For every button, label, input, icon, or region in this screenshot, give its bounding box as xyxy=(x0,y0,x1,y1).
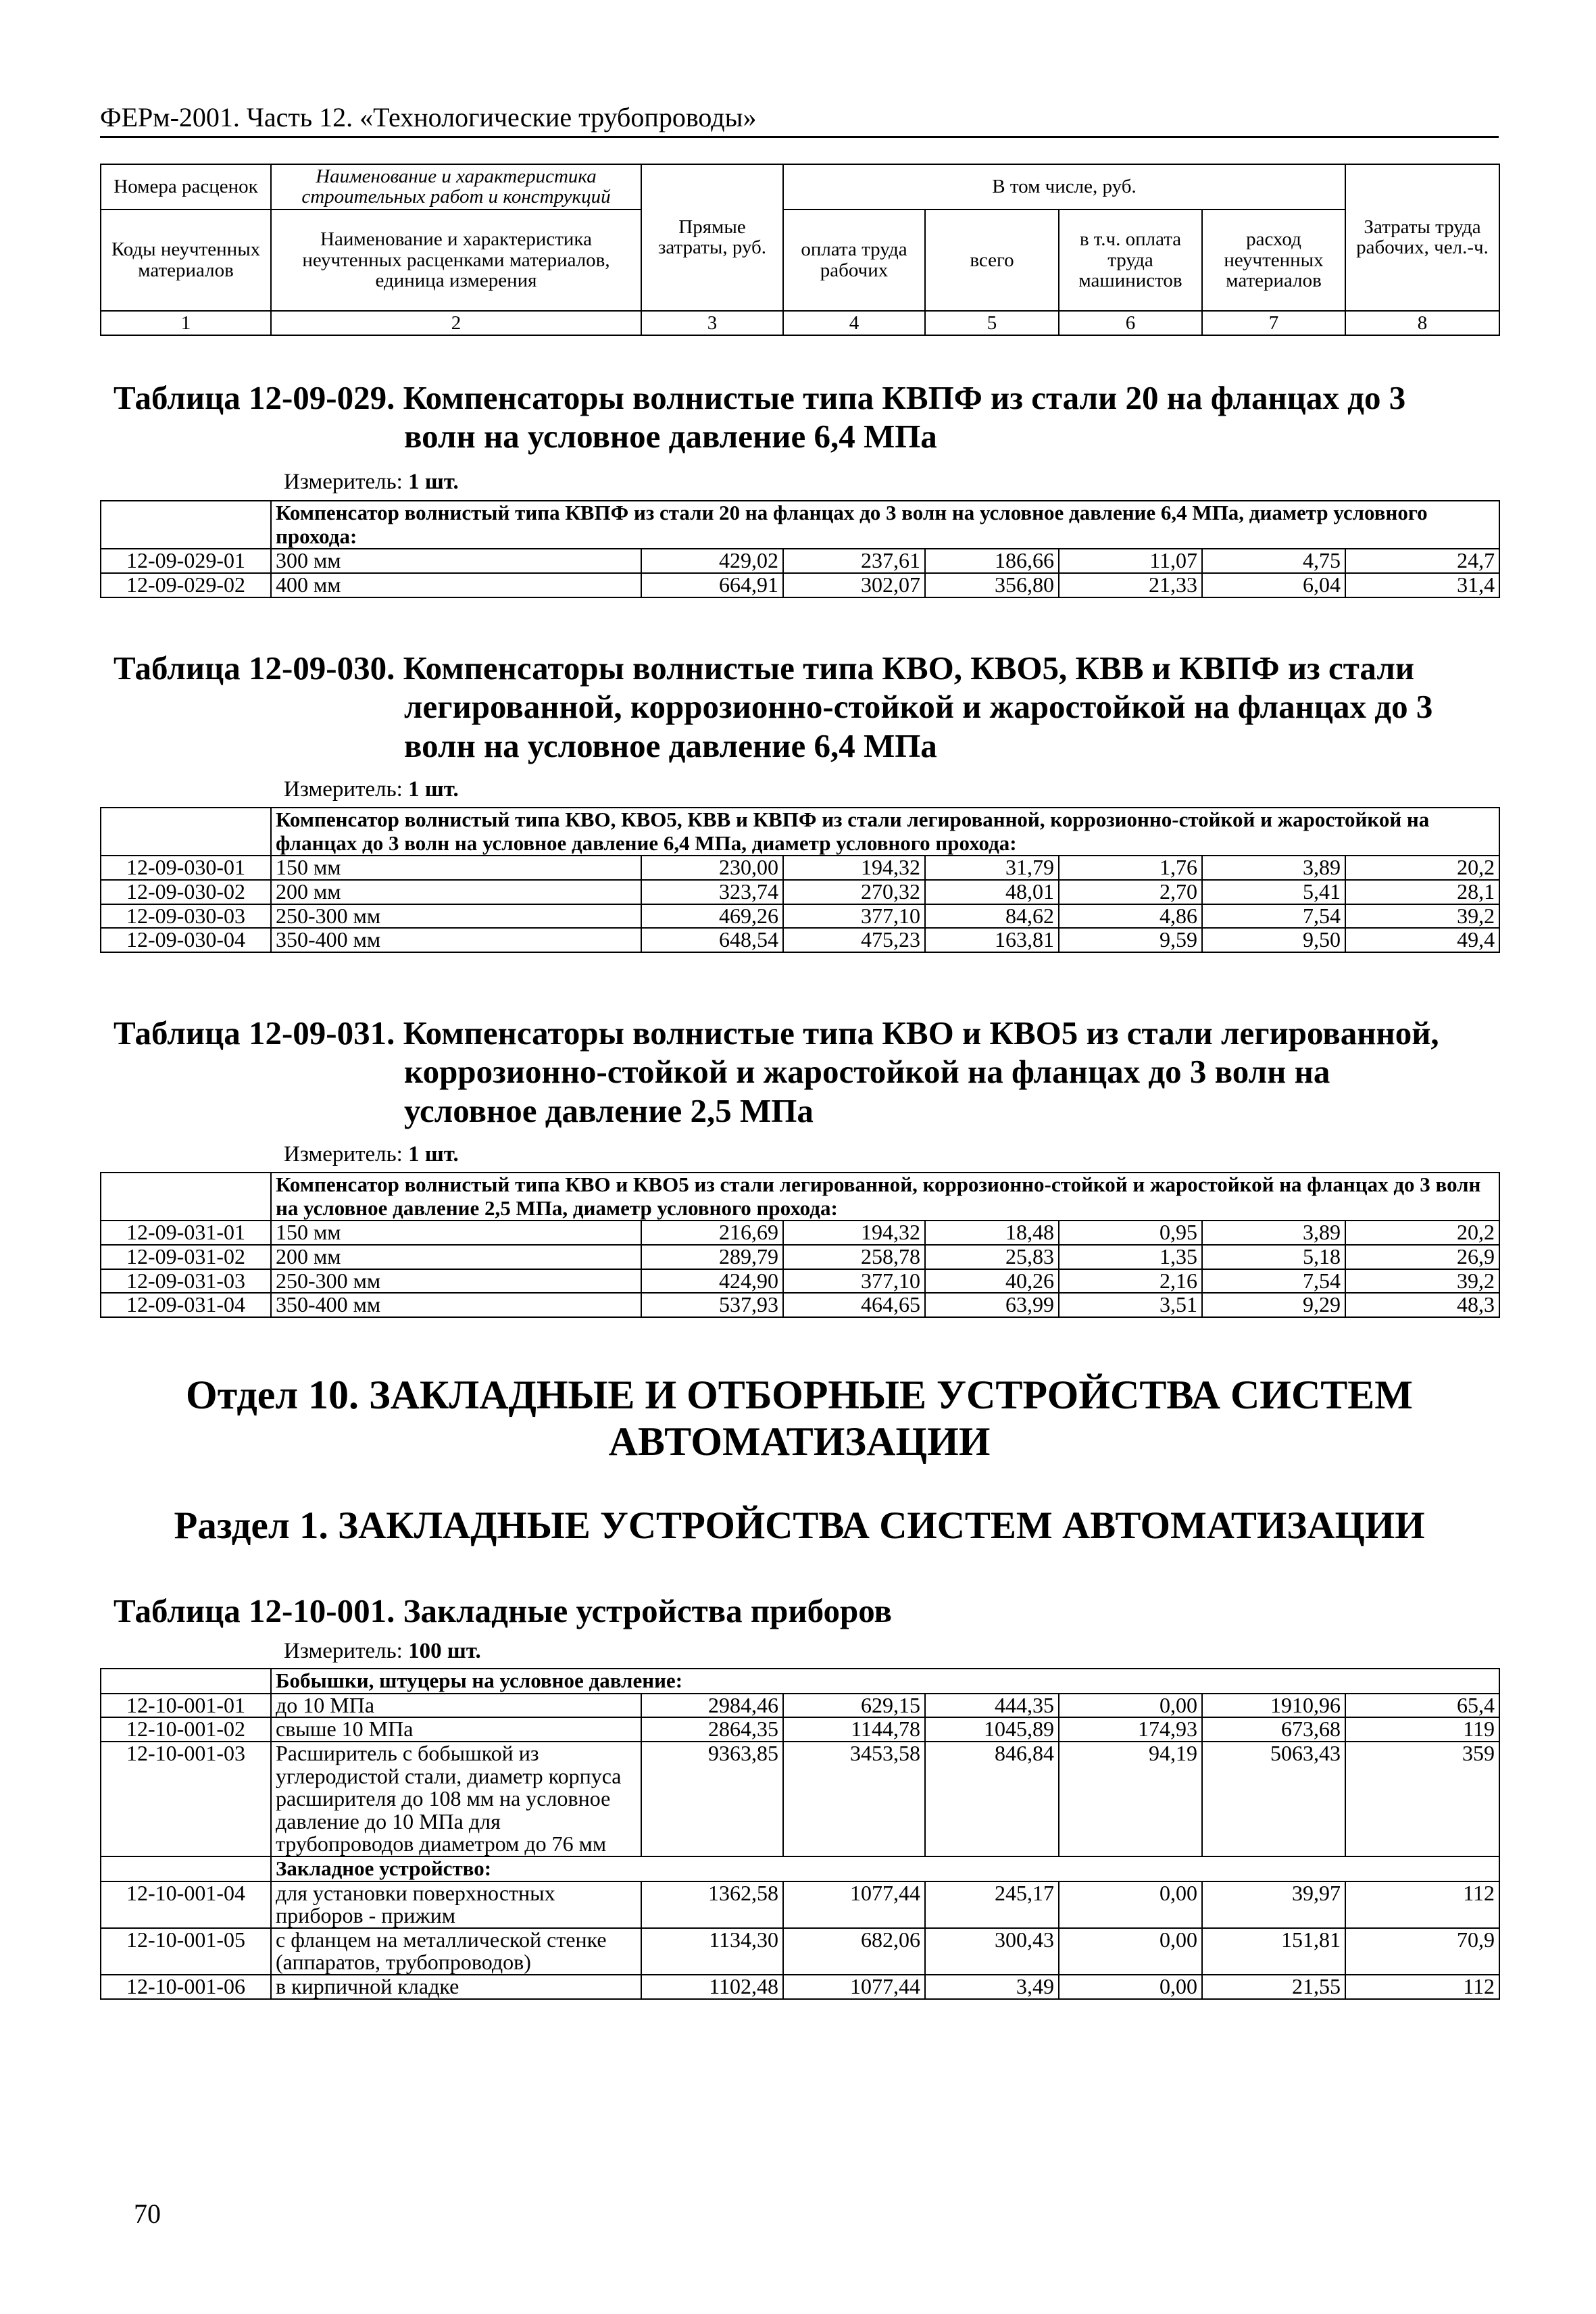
value-cell: 39,2 xyxy=(1345,904,1499,929)
table-1001-group1: Бобышки, штуцеры на условное давление: xyxy=(271,1669,1499,1694)
item-name: 400 мм xyxy=(271,573,641,597)
table-1001-title: Таблица 12-10-001. Закладные устройства приборов xyxy=(114,1592,892,1629)
value-cell: 7,54 xyxy=(1202,904,1345,929)
value-cell: 0,00 xyxy=(1059,1881,1202,1928)
col-rashod: расход неучтенных материалов xyxy=(1202,210,1345,311)
value-cell: 9363,85 xyxy=(641,1742,783,1856)
item-name: с фланцем на металлической стенке (аппаратов, трубопроводов) xyxy=(271,1928,641,1975)
table-row xyxy=(101,1742,1499,1856)
value-cell: 21,55 xyxy=(1202,1975,1345,1999)
table-row xyxy=(101,856,1499,880)
value-cell: 28,1 xyxy=(1345,880,1499,904)
value-cell: 230,00 xyxy=(641,856,783,880)
table-row xyxy=(101,1694,1499,1718)
rate-code: 12-10-001-06 xyxy=(101,1975,271,1999)
table-29-group: Компенсатор волнистый типа КВПФ из стали 20 на фланцах до 3 волн на условное давление 6,4 МПа, диаметр условного прохода: xyxy=(271,501,1499,549)
value-cell: 464,65 xyxy=(783,1293,925,1317)
col-num-4: 4 xyxy=(783,311,925,335)
rate-code: 12-09-029-02 xyxy=(101,573,271,597)
value-cell: 26,9 xyxy=(1345,1245,1499,1269)
rate-code: 12-10-001-05 xyxy=(101,1928,271,1975)
table-1001-meter: Измеритель: 100 шт. xyxy=(284,1639,481,1663)
item-name: для установки поверхностных приборов - прижим xyxy=(271,1881,641,1928)
value-cell: 673,68 xyxy=(1202,1717,1345,1742)
item-name: 300 мм xyxy=(271,549,641,573)
item-name: 150 мм xyxy=(271,1221,641,1245)
value-cell: 174,93 xyxy=(1059,1717,1202,1742)
value-cell: 302,07 xyxy=(783,573,925,597)
value-cell: 3,49 xyxy=(925,1975,1059,1999)
value-cell: 3,89 xyxy=(1202,1221,1345,1245)
value-cell: 2984,46 xyxy=(641,1694,783,1718)
value-cell: 664,91 xyxy=(641,573,783,597)
value-cell: 6,04 xyxy=(1202,573,1345,597)
item-name: 150 мм xyxy=(271,856,641,880)
col-zatraty: Затраты труда рабочих, чел.-ч. xyxy=(1345,164,1499,311)
value-cell: 2,70 xyxy=(1059,880,1202,904)
value-cell: 31,79 xyxy=(925,856,1059,880)
value-cell: 2,16 xyxy=(1059,1269,1202,1294)
value-cell: 245,17 xyxy=(925,1881,1059,1928)
table-row xyxy=(101,1221,1499,1245)
value-cell: 0,95 xyxy=(1059,1221,1202,1245)
value-cell: 1910,96 xyxy=(1202,1694,1345,1718)
value-cell: 629,15 xyxy=(783,1694,925,1718)
value-cell: 31,4 xyxy=(1345,573,1499,597)
rate-code: 12-09-030-02 xyxy=(101,880,271,904)
item-name: 350-400 мм xyxy=(271,928,641,952)
value-cell: 377,10 xyxy=(783,904,925,929)
table-29-title: Таблица 12-09-029. Компенсаторы волнистые типа КВПФ из стали 20 на фланцах до 3 волн на условное давление 6,4 МПа xyxy=(114,379,1406,456)
table-30 xyxy=(100,807,1500,953)
value-cell: 237,61 xyxy=(783,549,925,573)
rate-code: 12-09-031-02 xyxy=(101,1245,271,1269)
table-29-meter: Измеритель: 1 шт. xyxy=(284,470,459,494)
value-cell: 21,33 xyxy=(1059,573,1202,597)
value-cell: 20,2 xyxy=(1345,1221,1499,1245)
rate-code: 12-09-029-01 xyxy=(101,549,271,573)
value-cell: 846,84 xyxy=(925,1742,1059,1856)
value-cell: 1144,78 xyxy=(783,1717,925,1742)
value-cell: 5,41 xyxy=(1202,880,1345,904)
value-cell: 0,00 xyxy=(1059,1928,1202,1975)
rate-code: 12-09-030-04 xyxy=(101,928,271,952)
table-row xyxy=(101,1881,1499,1928)
value-cell: 289,79 xyxy=(641,1245,783,1269)
item-name: до 10 МПа xyxy=(271,1694,641,1718)
value-cell: 112 xyxy=(1345,1881,1499,1928)
col-num-7: 7 xyxy=(1202,311,1345,335)
value-cell: 1,35 xyxy=(1059,1245,1202,1269)
value-cell: 70,9 xyxy=(1345,1928,1499,1975)
value-cell: 1077,44 xyxy=(783,1975,925,1999)
table-row xyxy=(101,1269,1499,1294)
otdel-heading: Отдел 10. ЗАКЛАДНЫЕ И ОТБОРНЫЕ УСТРОЙСТВА СИСТЕМ АВТОМАТИЗАЦИИ xyxy=(186,1373,1413,1464)
value-cell: 1102,48 xyxy=(641,1975,783,1999)
value-cell: 1362,58 xyxy=(641,1881,783,1928)
value-cell: 258,78 xyxy=(783,1245,925,1269)
value-cell: 270,32 xyxy=(783,880,925,904)
value-cell: 24,7 xyxy=(1345,549,1499,573)
value-cell: 3,51 xyxy=(1059,1293,1202,1317)
value-cell: 0,00 xyxy=(1059,1694,1202,1718)
value-cell: 356,80 xyxy=(925,573,1059,597)
value-cell: 3,89 xyxy=(1202,856,1345,880)
value-cell: 48,3 xyxy=(1345,1293,1499,1317)
value-cell: 429,02 xyxy=(641,549,783,573)
value-cell: 39,2 xyxy=(1345,1269,1499,1294)
value-cell: 112 xyxy=(1345,1975,1499,1999)
value-cell: 9,50 xyxy=(1202,928,1345,952)
rate-code: 12-09-030-03 xyxy=(101,904,271,929)
value-cell: 300,43 xyxy=(925,1928,1059,1975)
col-num-6: 6 xyxy=(1059,311,1202,335)
page-number: 70 xyxy=(134,2198,161,2229)
table-31 xyxy=(100,1172,1500,1318)
table-row xyxy=(101,573,1499,597)
table-1001-group2: Закладное устройство: xyxy=(271,1856,1499,1881)
col-vtom: В том числе, руб. xyxy=(783,164,1345,210)
value-cell: 377,10 xyxy=(783,1269,925,1294)
value-cell: 0,00 xyxy=(1059,1975,1202,1999)
value-cell: 1045,89 xyxy=(925,1717,1059,1742)
razdel-heading: Раздел 1. ЗАКЛАДНЫЕ УСТРОЙСТВА СИСТЕМ АВТОМАТИЗАЦИИ xyxy=(174,1504,1425,1547)
table-1001 xyxy=(100,1668,1500,2000)
value-cell: 475,23 xyxy=(783,928,925,952)
rate-code: 12-09-031-04 xyxy=(101,1293,271,1317)
value-cell: 4,86 xyxy=(1059,904,1202,929)
value-cell: 49,4 xyxy=(1345,928,1499,952)
rate-code: 12-09-030-01 xyxy=(101,856,271,880)
value-cell: 194,32 xyxy=(783,1221,925,1245)
table-row xyxy=(101,1975,1499,1999)
col-kody: Коды неучтенных материалов xyxy=(101,210,271,311)
table-row xyxy=(101,1928,1499,1975)
item-name: в кирпичной кладке xyxy=(271,1975,641,1999)
table-30-title: Таблица 12-09-030. Компенсаторы волнистые типа КВО, КВО5, КВВ и КВПФ из стали легированной, коррозионно-стойкой и жаростойкой на фланцах до 3 волн на условное давление 6,4 МПа xyxy=(114,649,1433,764)
value-cell: 18,48 xyxy=(925,1221,1059,1245)
table-row xyxy=(101,904,1499,929)
value-cell: 5063,43 xyxy=(1202,1742,1345,1856)
value-cell: 444,35 xyxy=(925,1694,1059,1718)
col-num-1: 1 xyxy=(101,311,271,335)
col-vtch: в т.ч. оплата труда машинистов xyxy=(1059,210,1202,311)
col-num-5: 5 xyxy=(925,311,1059,335)
value-cell: 648,54 xyxy=(641,928,783,952)
value-cell: 682,06 xyxy=(783,1928,925,1975)
table-row xyxy=(101,549,1499,573)
rate-code: 12-10-001-04 xyxy=(101,1881,271,1928)
col-num-2: 2 xyxy=(271,311,641,335)
value-cell: 9,59 xyxy=(1059,928,1202,952)
item-name: 350-400 мм xyxy=(271,1293,641,1317)
item-name: свыше 10 МПа xyxy=(271,1717,641,1742)
value-cell: 1134,30 xyxy=(641,1928,783,1975)
value-cell: 359 xyxy=(1345,1742,1499,1856)
value-cell: 11,07 xyxy=(1059,549,1202,573)
table-row xyxy=(101,880,1499,904)
value-cell: 1,76 xyxy=(1059,856,1202,880)
item-name: 200 мм xyxy=(271,880,641,904)
value-cell: 469,26 xyxy=(641,904,783,929)
value-cell: 20,2 xyxy=(1345,856,1499,880)
col-pryamye: Прямые затраты, руб. xyxy=(641,164,783,311)
table-30-meter: Измеритель: 1 шт. xyxy=(284,777,459,802)
value-cell: 39,97 xyxy=(1202,1881,1345,1928)
value-cell: 25,83 xyxy=(925,1245,1059,1269)
item-name: 250-300 мм xyxy=(271,1269,641,1294)
col-nomera: Номера расценок xyxy=(101,164,271,210)
item-name: 250-300 мм xyxy=(271,904,641,929)
col-naim1: Наименование и характеристика строительных работ и конструкций xyxy=(271,164,641,210)
value-cell: 7,54 xyxy=(1202,1269,1345,1294)
value-cell: 1077,44 xyxy=(783,1881,925,1928)
table-row xyxy=(101,1717,1499,1742)
value-cell: 94,19 xyxy=(1059,1742,1202,1856)
value-cell: 119 xyxy=(1345,1717,1499,1742)
value-cell: 323,74 xyxy=(641,880,783,904)
value-cell: 2864,35 xyxy=(641,1717,783,1742)
value-cell: 3453,58 xyxy=(783,1742,925,1856)
item-name: 200 мм xyxy=(271,1245,641,1269)
table-31-group: Компенсатор волнистый типа КВО и КВО5 из стали легированной, коррозионно-стойкой и жаростойкой на фланцах до 3 волн на условное давление 2,5 МПа, диаметр условного прохода: xyxy=(271,1173,1499,1221)
rate-code: 12-09-031-01 xyxy=(101,1221,271,1245)
col-vsego: всего xyxy=(925,210,1059,311)
page-header: ФЕРм-2001. Часть 12. «Технологические трубопроводы» xyxy=(100,101,1499,138)
rate-code: 12-09-031-03 xyxy=(101,1269,271,1294)
value-cell: 151,81 xyxy=(1202,1928,1345,1975)
value-cell: 537,93 xyxy=(641,1293,783,1317)
rate-code: 12-10-001-02 xyxy=(101,1717,271,1742)
value-cell: 63,99 xyxy=(925,1293,1059,1317)
value-cell: 216,69 xyxy=(641,1221,783,1245)
item-name: Расширитель с бобышкой из углеродистой стали, диаметр корпуса расширителя до 108 мм на условное давление до 10 МПа для трубопроводов диаметром до 76 мм xyxy=(271,1742,641,1856)
value-cell: 9,29 xyxy=(1202,1293,1345,1317)
column-header-table xyxy=(100,164,1500,336)
table-row xyxy=(101,1245,1499,1269)
table-31-title: Таблица 12-09-031. Компенсаторы волнистые типа КВО и КВО5 из стали легированной, коррозионно-стойкой и жаростойкой на фланцах до 3 волн на условное давление 2,5 МПа xyxy=(114,1014,1439,1129)
col-naim2: Наименование и характеристика неучтенных расценками материалов, единица измерения xyxy=(271,210,641,311)
table-31-meter: Измеритель: 1 шт. xyxy=(284,1142,459,1166)
value-cell: 48,01 xyxy=(925,880,1059,904)
table-row xyxy=(101,1293,1499,1317)
rate-code: 12-10-001-01 xyxy=(101,1694,271,1718)
value-cell: 163,81 xyxy=(925,928,1059,952)
table-row xyxy=(101,928,1499,952)
col-num-3: 3 xyxy=(641,311,783,335)
value-cell: 194,32 xyxy=(783,856,925,880)
value-cell: 5,18 xyxy=(1202,1245,1345,1269)
rate-code: 12-10-001-03 xyxy=(101,1742,271,1856)
value-cell: 65,4 xyxy=(1345,1694,1499,1718)
table-29 xyxy=(100,500,1500,598)
value-cell: 4,75 xyxy=(1202,549,1345,573)
value-cell: 84,62 xyxy=(925,904,1059,929)
value-cell: 186,66 xyxy=(925,549,1059,573)
value-cell: 40,26 xyxy=(925,1269,1059,1294)
col-oplata: оплата труда рабочих xyxy=(783,210,925,311)
value-cell: 424,90 xyxy=(641,1269,783,1294)
table-30-group: Компенсатор волнистый типа КВО, КВО5, КВВ и КВПФ из стали легированной, коррозионно-стойкой и жаростойкой на фланцах до 3 волн на условное давление 6,4 МПа, диаметр условного прохода: xyxy=(271,808,1499,856)
col-num-8: 8 xyxy=(1345,311,1499,335)
